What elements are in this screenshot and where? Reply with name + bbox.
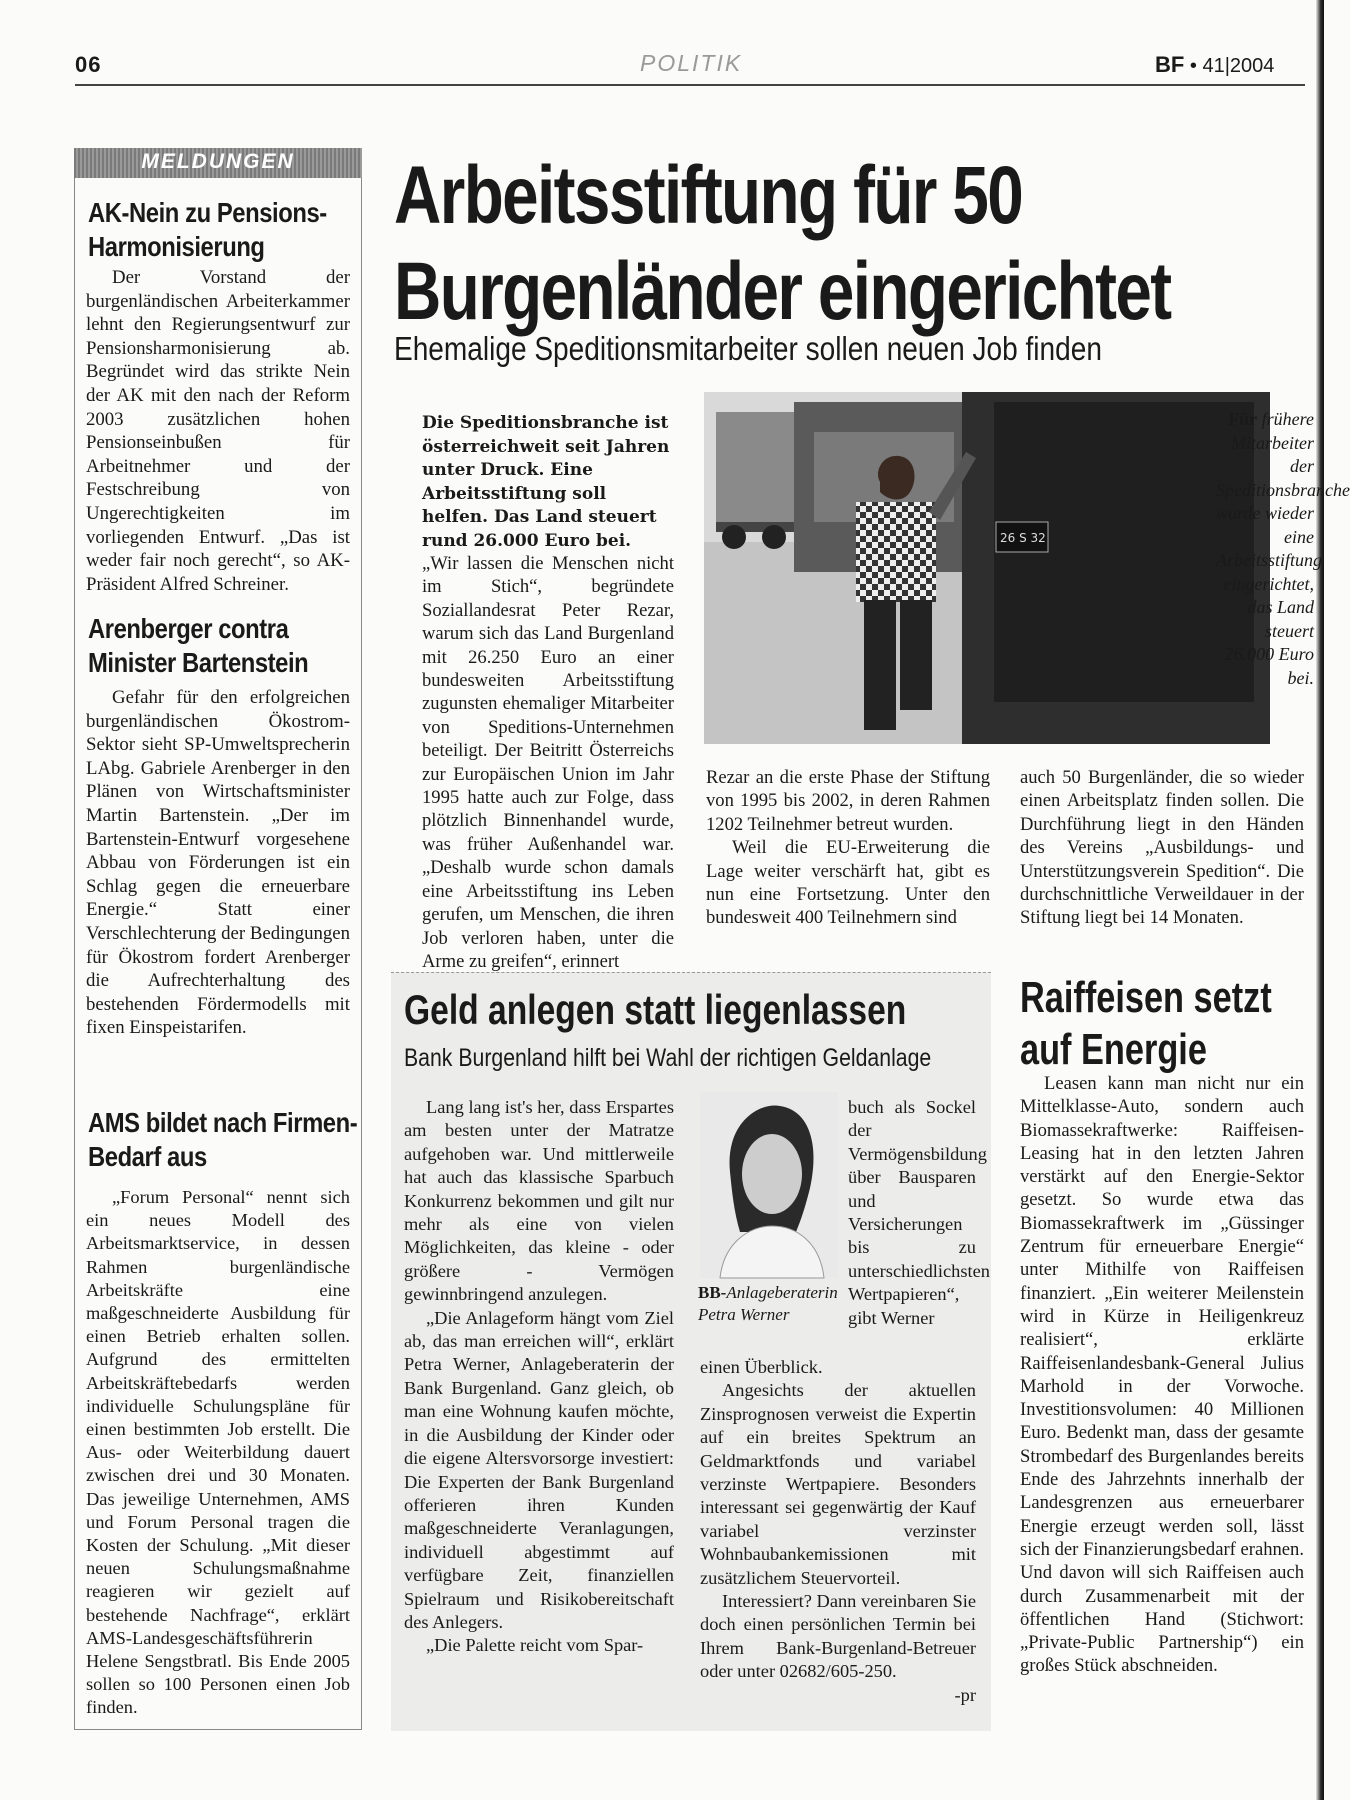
geld-column-1-text-2: „Die Anlageform hängt vom Ziel ab, das man erreichen will“, erklärt Petra Werner, Anlageberaterin der Bank Burgenland. Ganz gleich, ob man eine Wohnung kaufen möchte, in die Ausbildung der Kinder oder die eigene Altersvorsorge investiert: Die Experten der Bank Burgenland offerieren ihren Kunden maßgeschneiderte Veranlagungen, individuell abgestimmt auf verfügbare Zeit, finanziellen Spielraum und Risikobereitschaft des Anlegers. xyxy=(404,1307,674,1632)
main-column-3 xyxy=(1020,766,1304,930)
main-headline xyxy=(394,148,1314,340)
geld-column-2-text-1: einen Überblick. xyxy=(700,1357,823,1377)
main-column-2 xyxy=(706,766,990,930)
raiffeisen-text: Leasen kann man nicht nur ein Mittelklasse-Auto, sondern auch Biomassekraftwerke: Raiffeisen-Leasing hat in den letzten Jahren verstärkt auf den Energie-Sektor gesetzt. So wurde etwa das Biomassekraftwerk im „Güssinger Zentrum für erneuerbare Energie“ unter Mithilfe von Raiffeisen finanziert. „Ein weiterer Meilenstein wird in Kürze in Heiligenkreuz realisiert“, erklärte Raiffeisenlandesbank-General Julius Marhold in der Vorwoche. Investitionsvolumen: 40 Millionen Euro. Bedenkt man, dass der gesamte Strombedarf des Burgenlandes bereits Ende des Jahrzehnts innerhalb der Landesgrenzen aus erneuerbarer Energie erzeugt werden soll, lässt sich der Finanzierungsbedarf erahnen. Und davon will sich Raiffeisen auch durch Zusammenarbeit mit der öffentlichen Hand (Stichwort: „Private-Public Partnership“) ein großes Stück abschneiden. xyxy=(1020,1073,1304,1677)
issue-number: 41|2004 xyxy=(1202,55,1275,77)
licence-plate: 26 S 32 xyxy=(1000,531,1046,545)
section-label: POLITIK xyxy=(640,50,743,76)
main-subheadline: Ehemalige Speditionsmitarbeiter sollen neuen Job finden xyxy=(394,330,1102,367)
sidebar-text-1: Der Vorstand der burgenländischen Arbeiterkammer lehnt den Regierungsentwurf zur Pensionsharmonisierung ab. Begründet wird das strikte Nein der AK mit den nach der Reform 2003 zusätzlichen hohen Pensionseinbußen für Arbeitnehmer und der Festschreibung von Ungerechtigkeiten im vorliegenden Entwurf. „Das ist weder fair noch gerecht“, so AK-Präsident Alfred Schreiner. xyxy=(86,267,350,595)
geld-column-2-text-2: Angesichts der aktuellen Zinsprognosen verweist die Expertin auf ein breites Spektrum an Geldmarktfonds und variabel verzinste Wertpapiere. Besonders interessant sei gegenwärtig der Kauf variabel verzinster Wohnbaubankemissionen mit zusätzlichem Steuervorteil. xyxy=(700,1380,976,1588)
issue-info xyxy=(1155,52,1274,78)
portrait-caption-text: Anlageberaterin Petra Werner xyxy=(698,1283,838,1324)
main-headline-line-2: Burgenländer eingerichtet xyxy=(394,246,1171,337)
geld-column-1-text-3: „Die Palette reicht vom Spar- xyxy=(426,1635,644,1656)
main-column-3-text: auch 50 Burgenländer, die so wieder einen Arbeitsplatz finden sollen. Die Durchführung liegt in den Händen des Vereins „Ausbildungs- und Unterstützungsverein Spedition“. Die durchschnittliche Verweildauer in der Stiftung liegt bei 14 Monaten. xyxy=(1020,767,1304,929)
photo-caption-text: frühere Mitarbeiter der Speditionsbranche wurde wieder eine Arbeitsstiftung eingerichtet, das Land steuert 26.000 Euro bei. xyxy=(1216,409,1350,688)
geld-column-1 xyxy=(404,1096,674,1658)
geld-column-2 xyxy=(700,1356,976,1707)
geld-subheadline: Bank Burgenland hilft bei Wahl der richtigen Geldanlage xyxy=(404,1044,932,1072)
page-number: 06 xyxy=(75,52,102,77)
sidebar-item-2 xyxy=(86,686,350,1040)
geld-column-1-text-1: Lang lang ist's her, dass Erspartes am besten unter der Matratze aufgehoben war. Und mittlerweile hat auch das klassische Sparbuch Konkurrenz bekommen und gilt nur mehr als eine von vielen Möglichkeiten, das kleine - oder größere - Vermögen gewinnbringend anzulegen. xyxy=(404,1097,674,1305)
main-lead xyxy=(422,412,674,554)
truck-photo-illustration xyxy=(704,392,1270,744)
main-column-1 xyxy=(422,552,674,973)
page-edge xyxy=(1316,0,1324,1800)
main-column-2-text-1: Rezar an die erste Phase der Stiftung von 1995 bis 2002, in deren Rahmen 1202 Teilnehmer betreut wurden. xyxy=(706,767,990,835)
main-headline-line-1: Arbeitsstiftung für 50 xyxy=(394,150,1023,241)
main-column-1-text: „Wir lassen die Menschen nicht im Stich“, begründete Soziallandesrat Peter Rezar, warum sich das Land Burgenland mit 26.250 Euro an einer bundesweiten Arbeitsstiftung zugunsten ehemaliger Mitarbeiter von Speditions-Unternehmen beteiligt. Der Beitritt Österreichs zur Europäischen Union im Jahr 1995 hatte auch zur Folge, dass plötzlich Binnenhandel wurde, was früher Außenhandel war. „Deshalb wurde schon damals eine Arbeitsstiftung ins Leben gerufen, um Menschen, die ihren Job verloren haben, unter die Arme zu greifen“, erinnert xyxy=(422,553,674,972)
geld-column-2-text-3: Interessiert? Dann vereinbaren Sie doch einen persönlichen Termin bei Ihrem Bank-Burgenland-Betreuer oder unter 02682/605-250. xyxy=(700,1591,976,1682)
truck-photo xyxy=(704,392,1270,744)
sidebar-item-1 xyxy=(86,266,350,596)
publication-name: BF xyxy=(1155,52,1185,77)
geld-byline: -pr xyxy=(954,1684,976,1705)
issue-separator: • xyxy=(1189,55,1197,77)
main-lead-text: Die Speditionsbranche ist österreichweit seit Jahren unter Druck. Eine Arbeitsstiftung soll helfen. Das Land steuert rund 26.000 Euro bei. xyxy=(422,413,670,551)
sidebar-headline-3: AMS bildet nach Firmen-Bedarf aus xyxy=(88,1107,358,1172)
raiffeisen-headline: Raiffeisen setzt auf Energie xyxy=(1020,973,1272,1074)
portrait-illustration xyxy=(700,1092,838,1278)
portrait-caption-lead: BB- xyxy=(698,1283,727,1302)
geld-column-2-top-text: buch als Sockel der Vermögensbildung über Bausparen und Versicherungen bis zu unterschiedlichsten Wertpapieren“, gibt Werner xyxy=(848,1097,990,1328)
photo-caption-lead: Für xyxy=(1228,409,1258,429)
sidebar-headline-2: Arenberger contra Minister Bartenstein xyxy=(88,613,309,678)
portrait-caption xyxy=(698,1282,848,1326)
geld-column-2-top xyxy=(848,1096,990,1330)
geld-headline: Geld anlegen statt liegenlassen xyxy=(404,986,907,1033)
main-column-2-text-2: Weil die EU-Erweiterung die Lage weiter verschärft hat, gibt es nun eine Fortsetzung. Unter den bundesweit 400 Teilnehmern sind xyxy=(706,837,990,929)
sidebar-text-2: Gefahr für den erfolgreichen burgenländischen Ökostrom-Sektor sieht SP-Umweltsprecherin LAbg. Gabriele Arenberger in den Plänen von Wirtschaftsminister Martin Bartenstein. „Der im Bartenstein-Entwurf vorgesehene Abbau von Förderungen ist ein Schlag gegen die erneuerbare Energie.“ Statt einer Verschlechterung der Bedingungen für Ökostrom fordert Arenberger die Aufrechterhaltung des bestehenden Fördermodells mit fixen Einspeistarifen. xyxy=(86,687,350,1039)
sidebar-headline-1: AK-Nein zu Pensions-Harmonisierung xyxy=(88,197,327,262)
sidebar-label: MELDUNGEN xyxy=(141,150,295,173)
sidebar-text-3: „Forum Personal“ nennt sich ein neues Modell des Arbeitsmarktservice, in dessen Rahmen burgenländische Arbeitskräfte eine maßgeschneiderte Ausbildung für einen Betrieb erhalten sollen. Aufgrund des ermittelten Arbeitskräftebedarfs werden individuelle Schulungspläne für einen bestimmten Job erstellt. Die Aus- oder Weiterbildung dauert zwischen drei und 30 Monaten. Das jeweilige Unternehmen, AMS und Forum Personal tragen die Kosten der Schulung. „Mit dieser neuen Schulungsmaßnahme reagieren wir gezielt auf bestehende Nachfrage“, erklärt AMS-Landesgeschäftsführerin Helene Sengstbratl. Bis Ende 2005 sollen so 100 Personen einen Job finden. xyxy=(86,1187,350,1718)
raiffeisen-column xyxy=(1020,1072,1304,1678)
photo-caption xyxy=(1216,408,1350,690)
portrait-photo xyxy=(700,1092,838,1278)
header-rule xyxy=(75,84,1305,86)
sidebar-item-3 xyxy=(86,1186,350,1720)
